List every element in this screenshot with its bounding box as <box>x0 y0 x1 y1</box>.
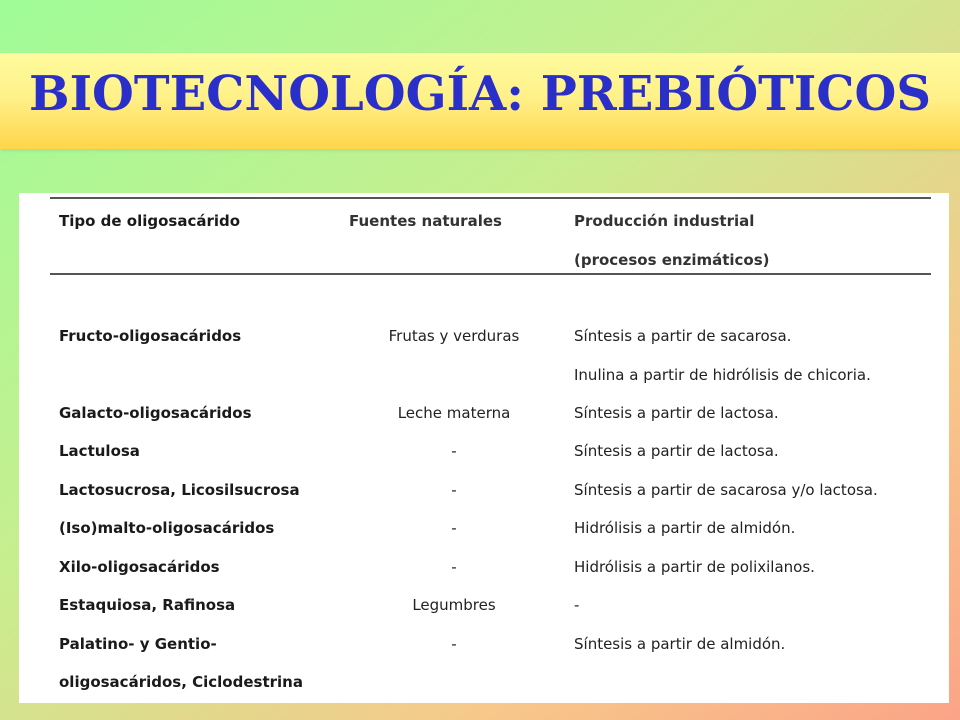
table-row-source: - <box>451 558 457 576</box>
table-row-production: Hidrólisis a partir de polixilanos. <box>574 558 815 576</box>
table-row-type: Fructo-oligosacáridos <box>59 327 242 345</box>
table-row-production: Hidrólisis a partir de almidón. <box>574 519 796 537</box>
header-type: Tipo de oligosacárido <box>59 212 241 230</box>
table-row-source: Frutas y verduras <box>388 327 520 345</box>
table-row-type: (Iso)malto-oligosacáridos <box>59 519 275 537</box>
table-row-production: Síntesis a partir de almidón. <box>574 635 786 653</box>
header-sources: Fuentes naturales <box>349 212 502 230</box>
table-row-type: oligosacáridos, Ciclodestrina <box>59 673 303 691</box>
slide-title: BIOTECNOLOGÍA: PREBIÓTICOS <box>29 66 931 122</box>
table-row-source: Legumbres <box>412 596 496 614</box>
table-row-type: Palatino- y Gentio- <box>59 635 217 653</box>
table-row-source: Leche materna <box>397 404 511 422</box>
table-row-production: - <box>574 596 580 614</box>
table-top-rule <box>50 197 931 199</box>
table-row-production: Síntesis a partir de sacarosa. <box>574 327 792 345</box>
table-row-source: - <box>451 481 457 499</box>
table-row-source: - <box>451 519 457 537</box>
table-row-source: - <box>451 442 457 460</box>
table-row-type: Estaquiosa, Rafinosa <box>59 596 236 614</box>
table-row-production: Síntesis a partir de lactosa. <box>574 404 779 422</box>
table-row-source: - <box>451 635 457 653</box>
table-row-type: Lactosucrosa, Licosilsucrosa <box>59 481 300 499</box>
header-production-sub: (procesos enzimáticos) <box>574 251 770 269</box>
table-row-type: Lactulosa <box>59 442 140 460</box>
table-row-production: Síntesis a partir de sacarosa y/o lactosa. <box>574 481 878 499</box>
prebiotics-table <box>19 193 949 703</box>
table-row-type: Galacto-oligosacáridos <box>59 404 252 422</box>
table-row-production: Síntesis a partir de lactosa. <box>574 442 779 460</box>
table-row-type: Xilo-oligosacáridos <box>59 558 220 576</box>
header-production: Producción industrial <box>574 212 755 230</box>
table-header-rule <box>50 273 931 275</box>
table-row-production: Inulina a partir de hidrólisis de chicoria. <box>574 366 871 384</box>
